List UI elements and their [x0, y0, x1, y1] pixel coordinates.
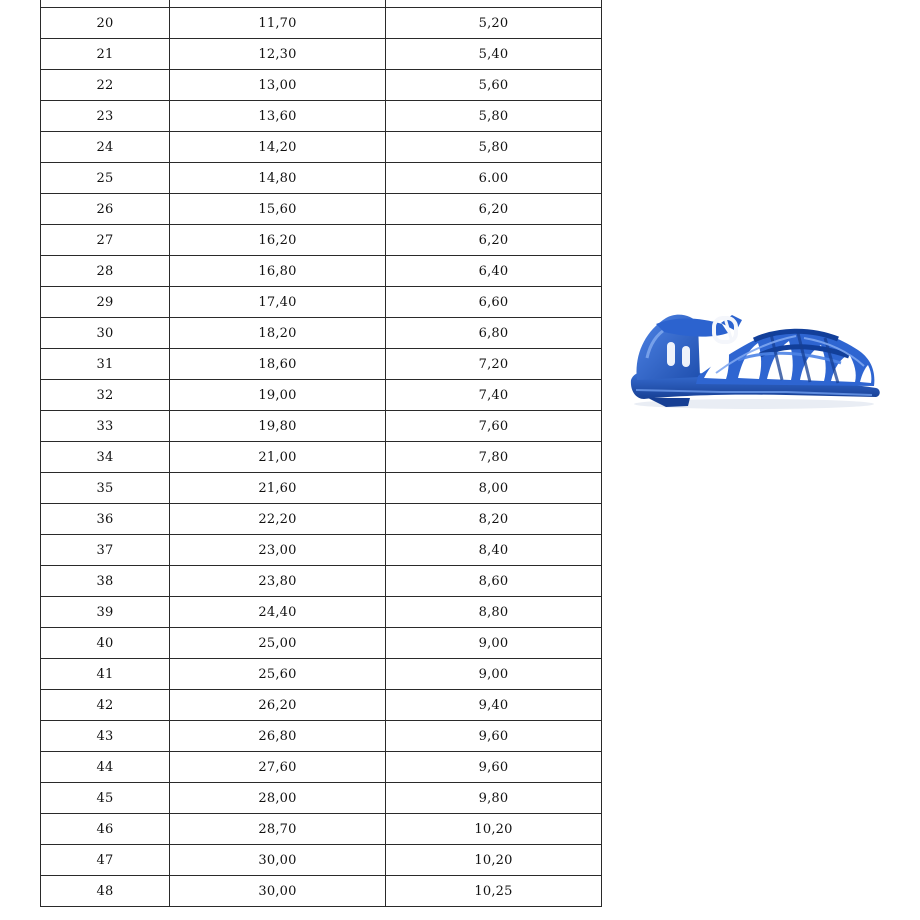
- length-cell: 16,80: [170, 256, 386, 287]
- size-cell: 39: [41, 597, 170, 628]
- length-cell: 28,00: [170, 783, 386, 814]
- table-row: [41, 380, 602, 411]
- size-cell: 40: [41, 628, 170, 659]
- length-cell: 22,20: [170, 504, 386, 535]
- width-cell: 6,80: [386, 318, 602, 349]
- table-row: [41, 535, 602, 566]
- width-cell: 8,00: [386, 473, 602, 504]
- length-cell: 26,80: [170, 721, 386, 752]
- length-cell: 18,20: [170, 318, 386, 349]
- table-row: [41, 752, 602, 783]
- width-cell: 7,40: [386, 380, 602, 411]
- sandal-image: [626, 300, 882, 420]
- size-cell: 38: [41, 566, 170, 597]
- size-cell: 46: [41, 814, 170, 845]
- table-row: [41, 39, 602, 70]
- length-cell: 14,20: [170, 132, 386, 163]
- length-cell: 23,80: [170, 566, 386, 597]
- width-cell: 9,60: [386, 721, 602, 752]
- width-cell: 5,20: [386, 8, 602, 39]
- table-row: [41, 473, 602, 504]
- table-row: [41, 783, 602, 814]
- length-cell: 27,60: [170, 752, 386, 783]
- size-table-body: [41, 0, 602, 907]
- length-cell: 13,00: [170, 70, 386, 101]
- table-row: [41, 876, 602, 907]
- table-row: [41, 256, 602, 287]
- size-cell: 36: [41, 504, 170, 535]
- table-row: [41, 442, 602, 473]
- length-cell: [170, 0, 386, 8]
- length-cell: 24,40: [170, 597, 386, 628]
- length-cell: 13,60: [170, 101, 386, 132]
- size-cell: 27: [41, 225, 170, 256]
- size-cell: 41: [41, 659, 170, 690]
- table-row: [41, 163, 602, 194]
- size-cell: 23: [41, 101, 170, 132]
- table-row: [41, 225, 602, 256]
- length-cell: 12,30: [170, 39, 386, 70]
- table-row: [41, 411, 602, 442]
- width-cell: 8,80: [386, 597, 602, 628]
- width-cell: 8,60: [386, 566, 602, 597]
- width-cell: 5,80: [386, 101, 602, 132]
- table-row: [41, 721, 602, 752]
- width-cell: 6,60: [386, 287, 602, 318]
- table-row: [41, 194, 602, 225]
- table-row: [41, 70, 602, 101]
- width-cell: 7,60: [386, 411, 602, 442]
- length-cell: 19,80: [170, 411, 386, 442]
- width-cell: 6,20: [386, 225, 602, 256]
- size-cell: 43: [41, 721, 170, 752]
- width-cell: 9,40: [386, 690, 602, 721]
- width-cell: 7,20: [386, 349, 602, 380]
- width-cell: 5,40: [386, 39, 602, 70]
- length-cell: 21,00: [170, 442, 386, 473]
- size-cell: 25: [41, 163, 170, 194]
- size-cell: 47: [41, 845, 170, 876]
- table-row: [41, 690, 602, 721]
- length-cell: 26,20: [170, 690, 386, 721]
- length-cell: 23,00: [170, 535, 386, 566]
- size-cell: 48: [41, 876, 170, 907]
- width-cell: 5,60: [386, 70, 602, 101]
- table-row: [41, 845, 602, 876]
- table-row: [41, 287, 602, 318]
- length-cell: 21,60: [170, 473, 386, 504]
- width-cell: 9,80: [386, 783, 602, 814]
- width-cell: 6.00: [386, 163, 602, 194]
- length-cell: 25,60: [170, 659, 386, 690]
- table-row: [41, 8, 602, 39]
- width-cell: 9,00: [386, 628, 602, 659]
- length-cell: 30,00: [170, 876, 386, 907]
- size-cell: 35: [41, 473, 170, 504]
- table-row: [41, 628, 602, 659]
- length-cell: 25,00: [170, 628, 386, 659]
- width-cell: 6,40: [386, 256, 602, 287]
- size-cell: 30: [41, 318, 170, 349]
- table-row: [41, 566, 602, 597]
- length-cell: 15,60: [170, 194, 386, 225]
- length-cell: 18,60: [170, 349, 386, 380]
- table-row: [41, 597, 602, 628]
- length-cell: 28,70: [170, 814, 386, 845]
- size-table: [40, 0, 602, 907]
- size-cell: 20: [41, 8, 170, 39]
- size-cell: 45: [41, 783, 170, 814]
- length-cell: 14,80: [170, 163, 386, 194]
- table-row: [41, 132, 602, 163]
- width-cell: 9,00: [386, 659, 602, 690]
- width-cell: 10,25: [386, 876, 602, 907]
- table-row: [41, 318, 602, 349]
- width-cell: 10,20: [386, 845, 602, 876]
- width-cell: 10,20: [386, 814, 602, 845]
- length-cell: 17,40: [170, 287, 386, 318]
- size-cell: 37: [41, 535, 170, 566]
- table-row: [41, 659, 602, 690]
- width-cell: 8,20: [386, 504, 602, 535]
- size-cell: 29: [41, 287, 170, 318]
- size-cell: 32: [41, 380, 170, 411]
- size-cell: 24: [41, 132, 170, 163]
- blue-jelly-sandal-icon: [626, 300, 882, 420]
- length-cell: 19,00: [170, 380, 386, 411]
- size-cell: 33: [41, 411, 170, 442]
- size-cell: 42: [41, 690, 170, 721]
- size-cell: 44: [41, 752, 170, 783]
- table-row: [41, 349, 602, 380]
- width-cell: 6,20: [386, 194, 602, 225]
- table-row: [41, 814, 602, 845]
- size-cell: [41, 0, 170, 8]
- table-row: [41, 101, 602, 132]
- table-row: [41, 504, 602, 535]
- length-cell: 11,70: [170, 8, 386, 39]
- length-cell: 30,00: [170, 845, 386, 876]
- size-cell: 26: [41, 194, 170, 225]
- size-cell: 22: [41, 70, 170, 101]
- width-cell: [386, 0, 602, 8]
- width-cell: 7,80: [386, 442, 602, 473]
- size-cell: 31: [41, 349, 170, 380]
- table-row: [41, 0, 602, 8]
- length-cell: 16,20: [170, 225, 386, 256]
- size-cell: 34: [41, 442, 170, 473]
- size-cell: 28: [41, 256, 170, 287]
- width-cell: 8,40: [386, 535, 602, 566]
- width-cell: 9,60: [386, 752, 602, 783]
- size-cell: 21: [41, 39, 170, 70]
- width-cell: 5,80: [386, 132, 602, 163]
